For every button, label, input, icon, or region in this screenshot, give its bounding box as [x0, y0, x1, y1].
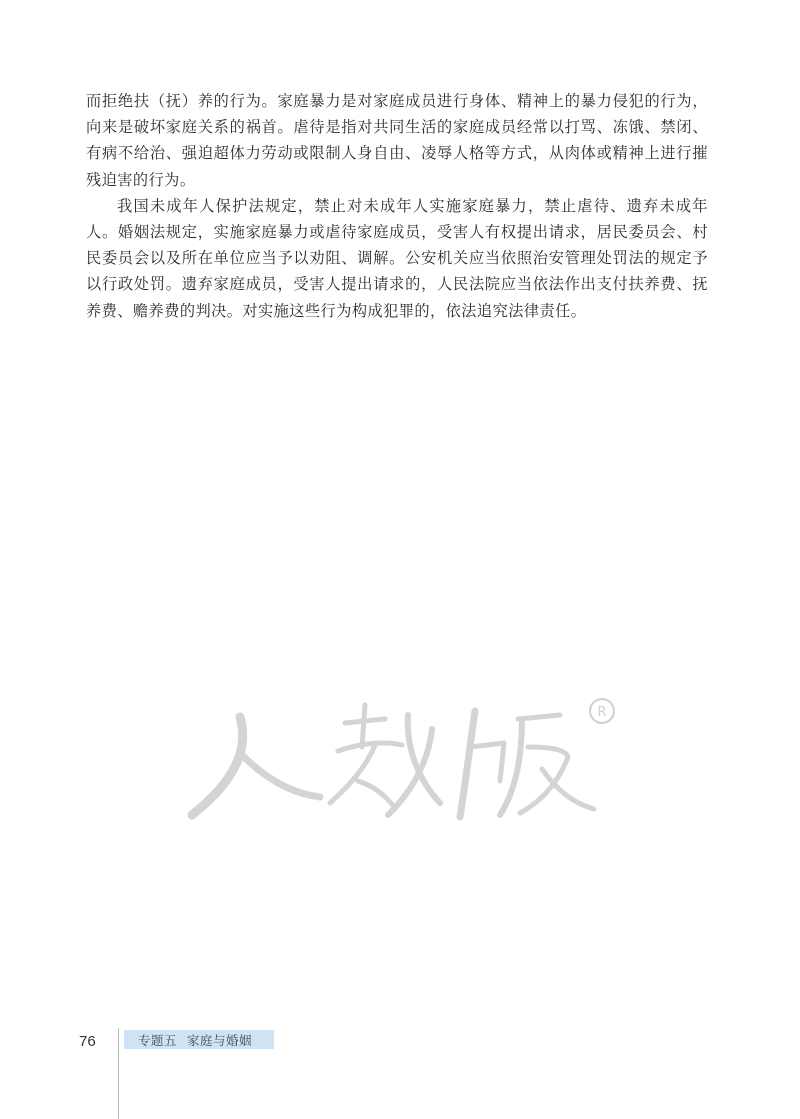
chapter-label: 专题五 — [138, 1032, 178, 1048]
publisher-watermark-icon — [170, 685, 630, 835]
body-text — [86, 88, 708, 324]
paragraph-continued: 而拒绝扶（抚）养的行为。家庭暴力是对家庭成员进行身体、精神上的暴力侵犯的行为，向来是破坏家庭关系的祸首。虐待是指对共同生活的家庭成员经常以打骂、冻饿、禁闭、有病不给治、强迫超体力劳动或限制人身自由、凌辱人格等方式，从肉体或精神上进行摧残迫害的行为。 — [86, 92, 708, 189]
paragraph-minor-protection-law: 我国未成年人保护法规定，禁止对未成年人实施家庭暴力，禁止虐待、遗弃未成年人。婚姻法规定，实施家庭暴力或虐待家庭成员，受害人有权提出请求，居民委员会、村民委员会以及所在单位应当予以劝阻、调解。公安机关应当依照治安管理处罚法的规定予以行政处罚。遗弃家庭成员，受害人提出请求的，人民法院应当依法作出支付扶养费、抚养费、赡养费的判决。对实施这些行为构成犯罪的，依法追究法律责任。 — [86, 196, 708, 320]
chapter-footer-band — [124, 1030, 274, 1049]
footer-divider — [118, 1028, 119, 1119]
registered-mark-icon — [590, 699, 614, 723]
chapter-title: 家庭与婚姻 — [187, 1032, 253, 1048]
page-number: 76 — [79, 1033, 96, 1050]
svg-text:R: R — [597, 705, 607, 720]
